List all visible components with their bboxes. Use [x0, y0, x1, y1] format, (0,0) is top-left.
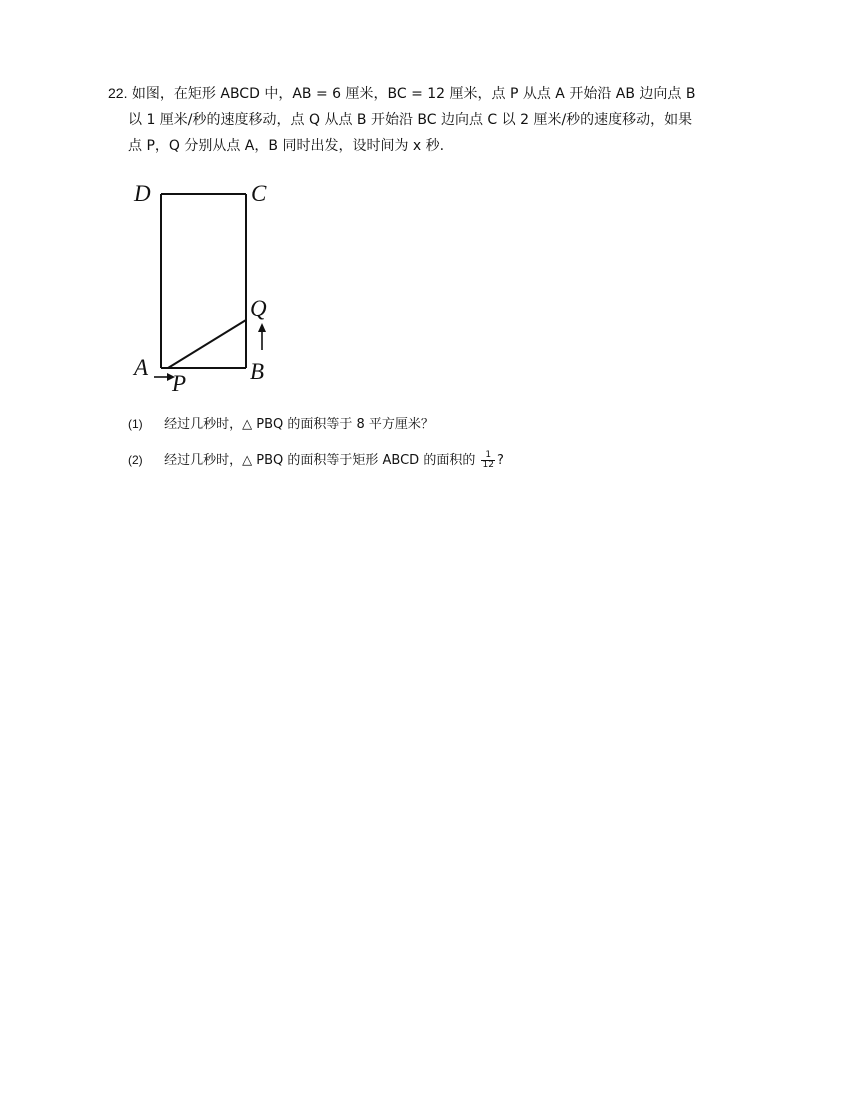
- fraction-numerator: 1: [481, 451, 494, 461]
- sub-question-2: [128, 450, 504, 471]
- fraction-denominator: 12: [482, 460, 494, 470]
- label-a: A: [134, 355, 149, 380]
- label-b: B: [250, 359, 265, 384]
- sub-question-2-text: 经过几秒时，△ PBQ 的面积等于矩形 ABCD 的面积的: [164, 453, 476, 468]
- sub-question-2-ending: ?: [496, 453, 504, 468]
- segment-pq: [168, 320, 246, 368]
- sub-question-1-label: (1): [128, 417, 143, 431]
- problem-stem-line-2: [108, 107, 764, 133]
- label-q: Q: [250, 296, 267, 321]
- problem-stem-text-3: 点 P，Q 分别从点 A，B 同时出发，设时间为 x 秒.: [128, 138, 445, 154]
- problem-number: 22.: [108, 85, 128, 101]
- problem-stem-text-2: 以 1 厘米/秒的速度移动，点 Q 从点 B 开始沿 BC 边向点 C 以 2 厘米/秒的速度移动，如果: [128, 112, 693, 128]
- problem-22: [108, 80, 764, 159]
- label-p: P: [172, 371, 187, 396]
- problem-stem-line-1: [108, 80, 764, 107]
- sub-question-2-label: (2): [128, 453, 143, 467]
- label-d: D: [134, 181, 151, 206]
- rectangle-diagram: [128, 172, 288, 402]
- q-direction-arrow-head: [258, 323, 266, 332]
- problem-stem-text-1: 如图，在矩形 ABCD 中，AB = 6 厘米，BC = 12 厘米，点 P 从点 A 开始沿 AB 边向点 B: [131, 86, 696, 102]
- fraction-one-twelfth: [481, 451, 494, 470]
- rectangle-figure: [128, 172, 288, 402]
- problem-stem-line-3: [108, 133, 764, 159]
- sub-question-1: [128, 414, 434, 435]
- label-c: C: [251, 181, 267, 206]
- sub-question-1-text: 经过几秒时，△ PBQ 的面积等于 8 平方厘米？: [164, 417, 434, 432]
